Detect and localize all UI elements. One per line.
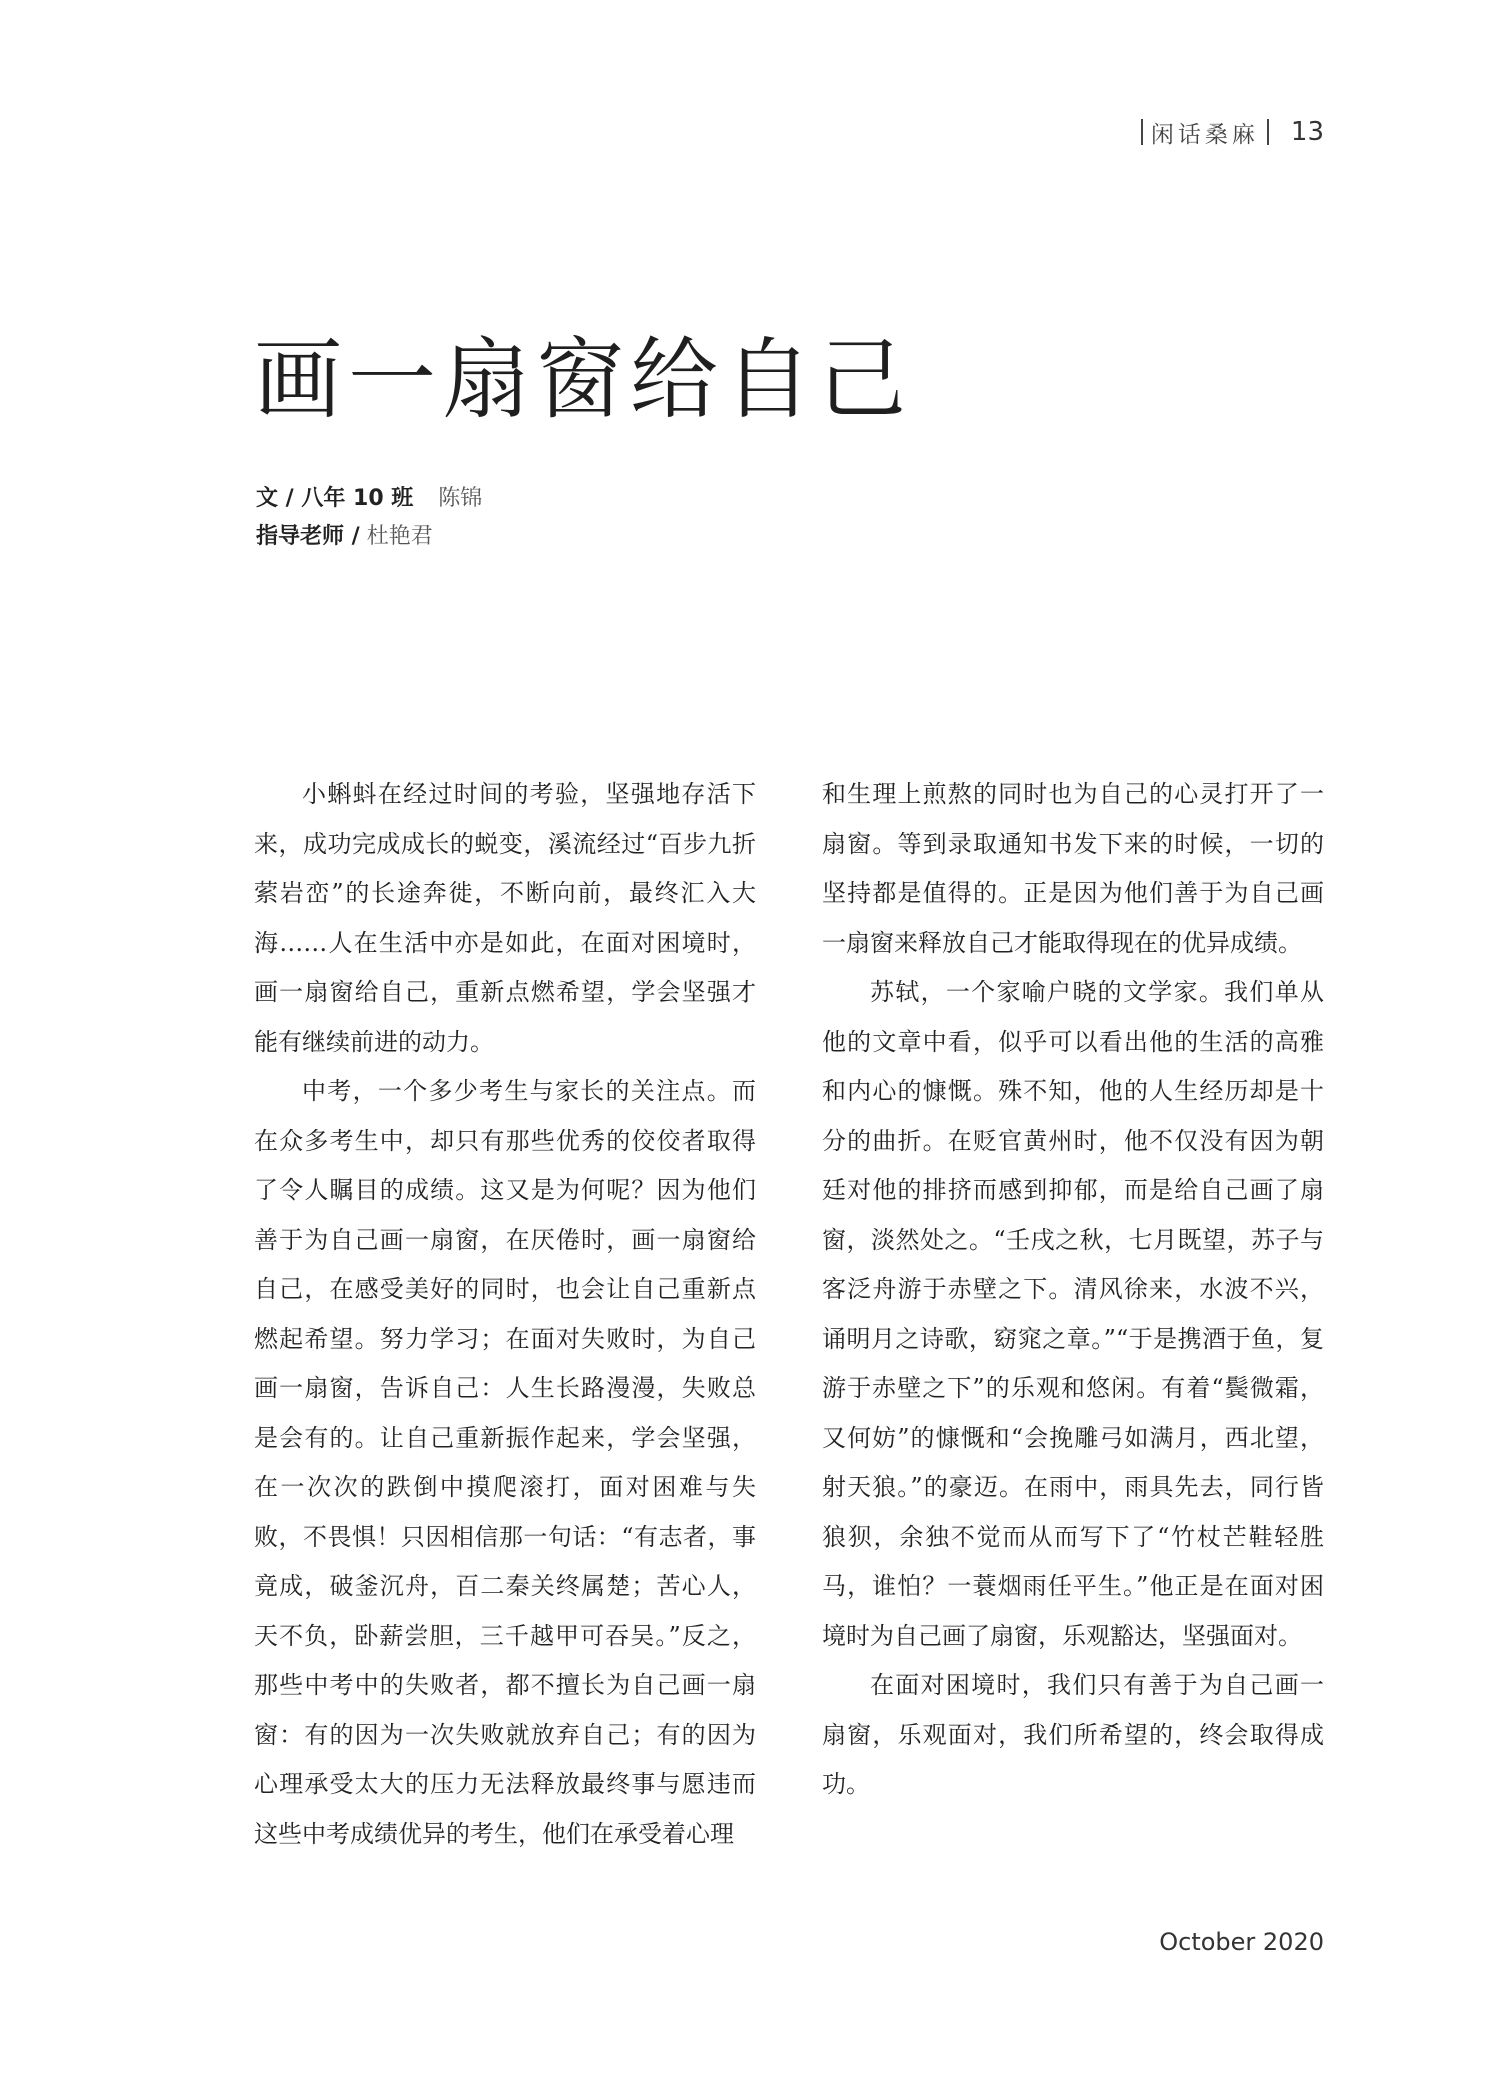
running-header xyxy=(1141,114,1324,150)
teacher-line xyxy=(256,518,482,556)
teacher-name: 杜艳君 xyxy=(366,524,433,549)
body-column-right xyxy=(822,770,1324,1810)
paragraph-continuation: 和生理上煎熬的同时也为自己的心灵打开了一扇窗。等到录取通知书发下来的时候，一切的坚持都是值得的。正是因为他们善于为自己画一扇窗来释放自己才能取得现在的优异成绩。 xyxy=(822,780,1324,957)
article-title: 画一扇窗给自己 xyxy=(254,328,913,431)
author-name: 陈锦 xyxy=(438,486,483,511)
section-name: 闲话桑麻 xyxy=(1150,121,1259,148)
paragraph: 中考，一个多少考生与家长的关注点。而在众多考生中，却只有那些优秀的佼佼者取得了令人瞩目的成绩。这又是为何呢？因为他们善于为自己画一扇窗，在厌倦时，画一扇窗给自己，在感受美好的同时，也会让自己重新点燃起希望。努力学习；在面对失败时，为自己画一扇窗，告诉自己：人生长路漫漫，失败总是会有的。让自己重新振作起来，学会坚强，在一次次的跌倒中摸爬滚打，面对困难与失败，不畏惧！只因相信那一句话：“有志者，事竟成，破釜沉舟，百二秦关终属楚；苦心人，天不负，卧薪尝胆，三千越甲可吞吴。”反之，那些中考中的失败者，都不擅长为自己画一扇窗：有的因为一次失败就放弃自己；有的因为心理承受太大的压力无法释放最终事与愿违而这些中考成绩优异的考生，他们在承受着心理 xyxy=(254,1077,756,1848)
paragraph: 在面对困境时，我们只有善于为自己画一扇窗，乐观面对，我们所希望的，终会取得成功。 xyxy=(822,1671,1324,1798)
page-number: 13 xyxy=(1290,117,1324,147)
teacher-prefix: 指导老师 / xyxy=(256,524,360,549)
header-divider-right xyxy=(1267,119,1269,145)
author-line xyxy=(256,480,482,518)
byline xyxy=(256,480,482,556)
body-column-left xyxy=(254,770,756,1859)
paragraph: 苏轼，一个家喻户晓的文学家。我们单从他的文章中看，似乎可以看出他的生活的高雅和内心的慷慨。殊不知，他的人生经历却是十分的曲折。在贬官黄州时，他不仅没有因为朝廷对他的排挤而感到抑郁，而是给自己画了扇窗，淡然处之。“壬戌之秋，七月既望，苏子与客泛舟游于赤壁之下。清风徐来，水波不兴，诵明月之诗歌，窈窕之章。”“于是携酒于鱼，复游于赤壁之下”的乐观和悠闲。有着“鬓微霜，又何妨”的慷慨和“会挽雕弓如满月，西北望，射天狼。”的豪迈。在雨中，雨具先去，同行皆狼狈，余独不觉而从而写下了“竹杖芒鞋轻胜马，谁怕？一蓑烟雨任平生。”他正是在面对困境时为自己画了扇窗，乐观豁达，坚强面对。 xyxy=(822,978,1324,1650)
author-prefix: 文 / 八年 10 班 xyxy=(256,486,414,511)
issue-date: October 2020 xyxy=(1159,1928,1324,1956)
paragraph: 小蝌蚪在经过时间的考验，坚强地存活下来，成功完成成长的蜕变，溪流经过“百步九折萦岩峦”的长途奔徙，不断向前，最终汇入大海……人在生活中亦是如此，在面对困境时，画一扇窗给自己，重新点燃希望，学会坚强才能有继续前进的动力。 xyxy=(254,780,756,1056)
header-divider-left xyxy=(1141,119,1143,145)
